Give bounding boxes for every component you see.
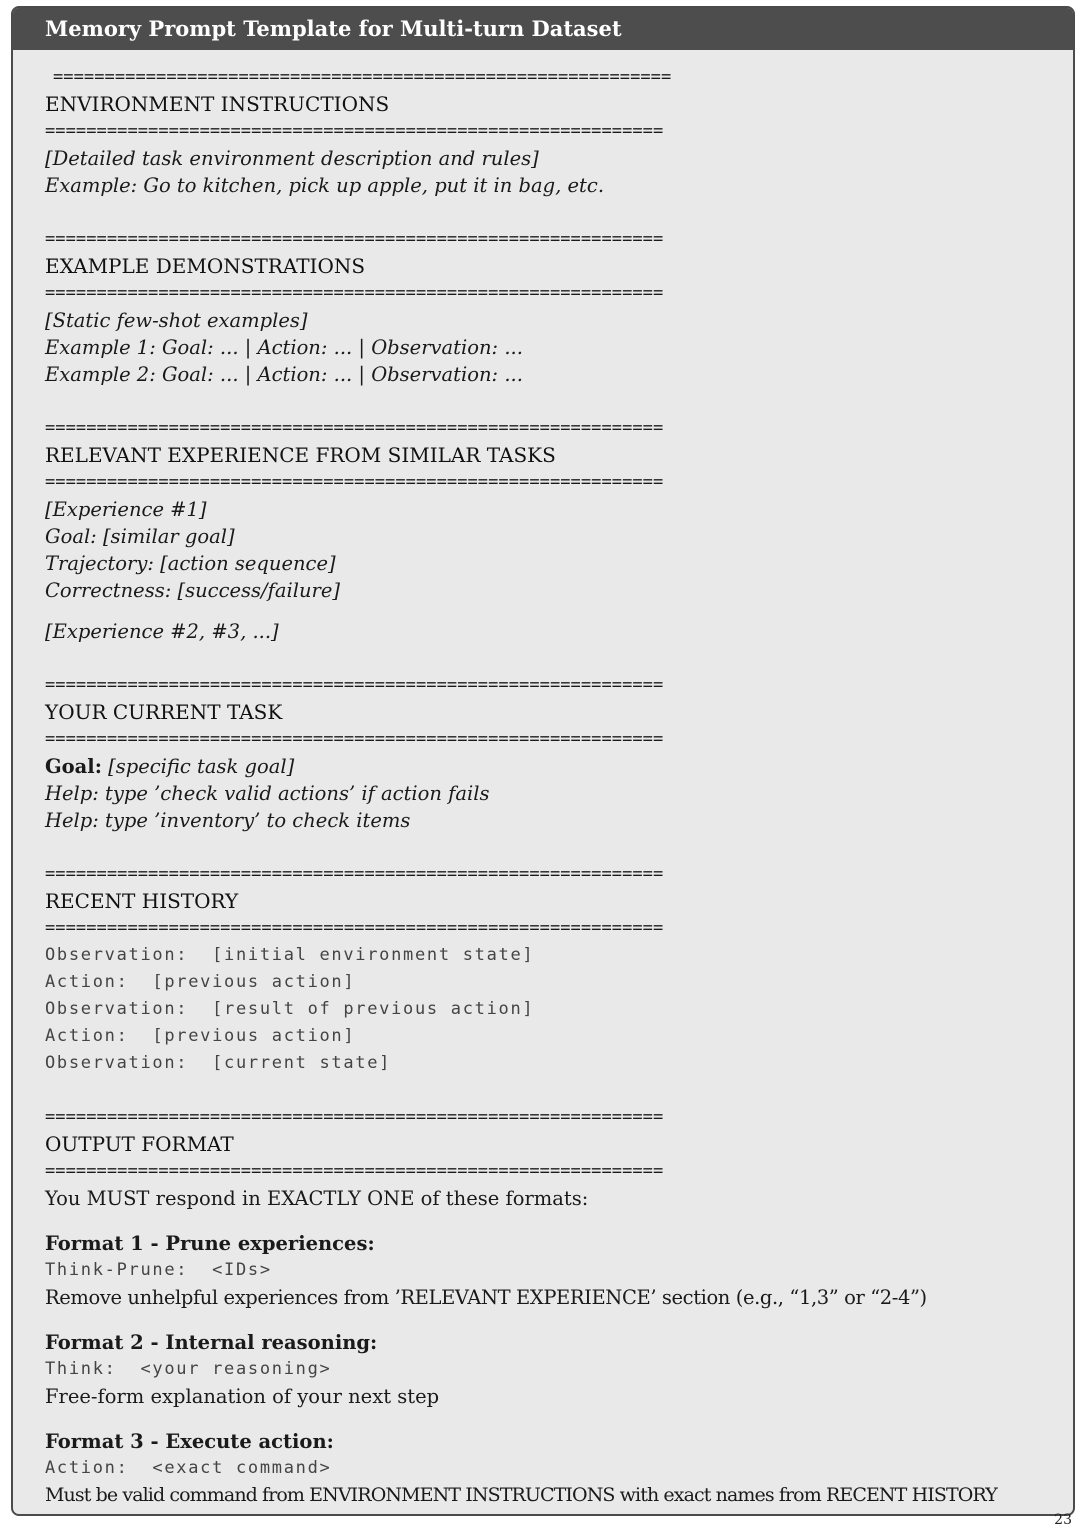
history-line: Observation: [current state]	[45, 1053, 392, 1073]
format-2-code: Think: <your reasoning>	[45, 1359, 332, 1379]
format-3-title: Format 3 - Execute action:	[45, 1430, 334, 1453]
history-line: Action: [previous action]	[45, 972, 356, 992]
env-line: [Detailed task environment description and rules]	[45, 147, 539, 170]
template-content	[45, 50, 1063, 1514]
demo-line: [Static few-shot examples]	[45, 309, 308, 332]
section-heading-experience: RELEVANT EXPERIENCE FROM SIMILAR TASKS	[45, 443, 556, 467]
goal-label: Goal:	[45, 755, 102, 778]
output-intro: You MUST respond in EXACTLY ONE of these formats:	[45, 1187, 589, 1210]
divider-rule: ============================================================	[45, 918, 664, 938]
experience-line: Trajectory: [action sequence]	[45, 552, 336, 575]
section-heading-current-task: YOUR CURRENT TASK	[45, 700, 283, 724]
prompt-template-box	[11, 6, 1075, 1516]
section-heading-environment: ENVIRONMENT INSTRUCTIONS	[45, 92, 390, 116]
divider-rule: ============================================================	[45, 472, 664, 492]
format-2-title: Format 2 - Internal reasoning:	[45, 1331, 378, 1354]
history-line: Observation: [result of previous action]	[45, 999, 535, 1019]
demo-line: Example 1: Goal: ... | Action: ... | Observation: ...	[45, 336, 523, 359]
divider-rule: ============================================================	[53, 67, 672, 87]
history-line: Action: [previous action]	[45, 1026, 356, 1046]
format-3-desc: Must be valid command from ENVIRONMENT INSTRUCTIONS with exact names from RECENT HISTORY	[45, 1484, 997, 1506]
goal-line	[45, 753, 1063, 780]
format-3-code: Action: <exact command>	[45, 1458, 332, 1478]
section-heading-history: RECENT HISTORY	[45, 889, 239, 913]
page-number: 23	[1054, 1512, 1072, 1528]
goal-value: [specific task goal]	[108, 755, 295, 778]
divider-rule: ============================================================	[45, 1161, 664, 1181]
divider-rule: ============================================================	[45, 283, 664, 303]
demo-line: Example 2: Goal: ... | Action: ... | Observation: ...	[45, 363, 523, 386]
format-1-code: Think-Prune: <IDs>	[45, 1260, 272, 1280]
history-line: Observation: [initial environment state]	[45, 945, 535, 965]
format-1-desc: Remove unhelpful experiences from ’RELEVANT EXPERIENCE’ section (e.g., “1,3” or “2-4”)	[45, 1286, 927, 1309]
format-1-title: Format 1 - Prune experiences:	[45, 1232, 375, 1255]
divider-rule: ============================================================	[45, 418, 664, 438]
box-title: Memory Prompt Template for Multi-turn Dataset	[13, 8, 1073, 50]
section-heading-output: OUTPUT FORMAT	[45, 1132, 234, 1156]
help-line: Help: type ’inventory’ to check items	[45, 809, 411, 832]
env-line: Example: Go to kitchen, pick up apple, put it in bag, etc.	[45, 174, 605, 197]
help-line: Help: type ’check valid actions’ if action fails	[45, 782, 490, 805]
divider-rule: ============================================================	[45, 675, 664, 695]
experience-line: [Experience #2, #3, ...]	[45, 620, 279, 643]
divider-rule: ============================================================	[45, 864, 664, 884]
experience-line: [Experience #1]	[45, 498, 207, 521]
format-2-desc: Free-form explanation of your next step	[45, 1385, 440, 1408]
section-heading-demonstrations: EXAMPLE DEMONSTRATIONS	[45, 254, 366, 278]
experience-line: Correctness: [success/failure]	[45, 579, 340, 602]
divider-rule: ============================================================	[45, 729, 664, 749]
divider-rule: ============================================================	[45, 121, 664, 141]
divider-rule: ============================================================	[45, 1107, 664, 1127]
experience-line: Goal: [similar goal]	[45, 525, 235, 548]
divider-rule: ============================================================	[45, 229, 664, 249]
